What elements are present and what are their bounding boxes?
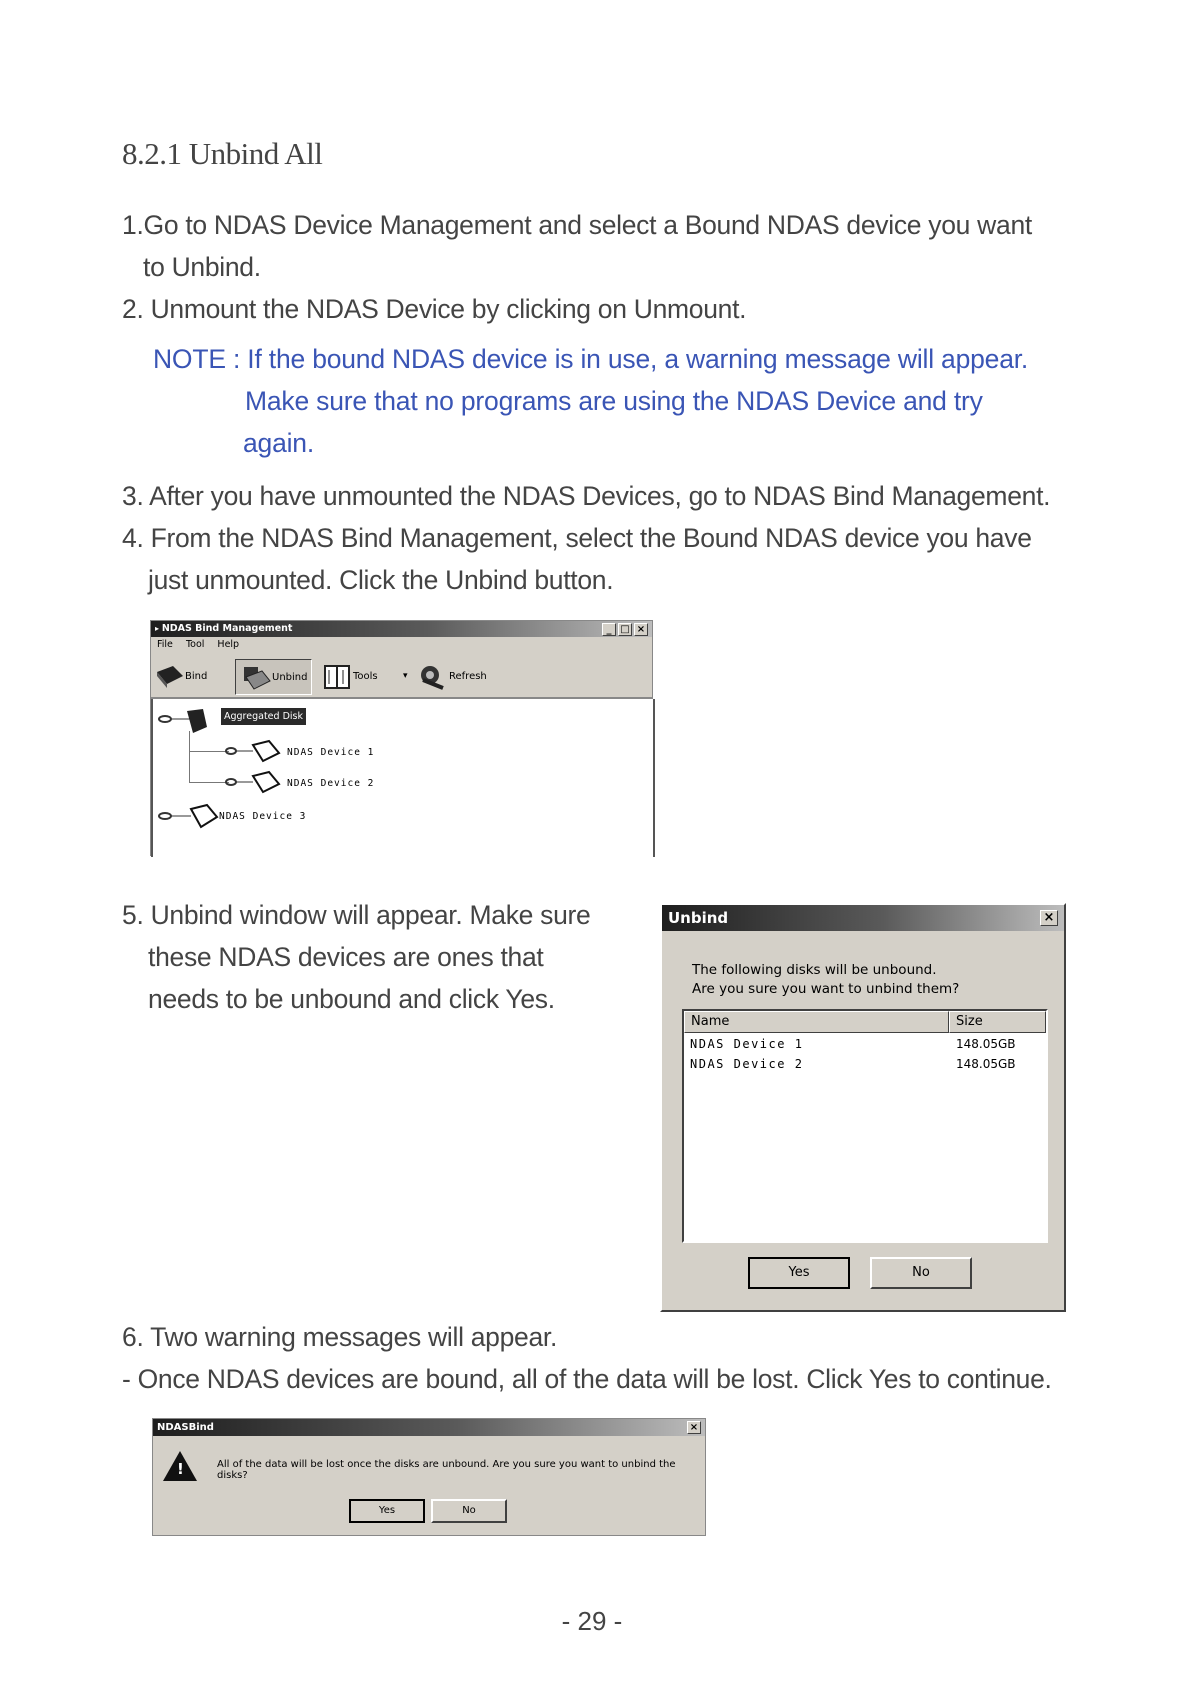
tools-tool-button[interactable] (323, 659, 378, 693)
chevron-down-icon: ▾ (403, 671, 408, 681)
table-row-size: 148.05GB (956, 1037, 1016, 1051)
app-icon: ▸ (155, 624, 162, 633)
tree-item-ndas-device-1[interactable]: NDAS Device 1 (287, 747, 375, 758)
menu-file[interactable]: File (157, 639, 173, 650)
window-title: NDAS Bind Management (161, 623, 293, 634)
disk-list[interactable] (682, 1009, 1048, 1243)
unbind-close-button[interactable]: × (1040, 910, 1058, 926)
tools-label: Tools (353, 670, 378, 682)
bind-label: Bind (185, 670, 208, 682)
link-disk-icon (225, 770, 285, 796)
step-4-line-2: just unmounted. Click the Unbind button. (148, 565, 614, 595)
page-number: - 29 - (561, 1606, 623, 1636)
bind-management-titlebar (151, 621, 652, 637)
warning-glyph: ! (177, 1460, 184, 1478)
unbind-tool-button[interactable] (235, 659, 312, 695)
step-1-line-1: 1.Go to NDAS Device Management and select a Bound NDAS device you want (122, 210, 1032, 240)
disk-icon (155, 662, 185, 690)
tree-connector (189, 731, 190, 783)
step-6: 6. Two warning messages will appear. (122, 1322, 558, 1352)
warning-icon (163, 1451, 197, 1481)
close-button[interactable]: × (634, 623, 648, 636)
table-row-size: 148.05GB (956, 1057, 1016, 1071)
ndasbind-message: All of the data will be lost once the disks are unbound. Are you sure you want to unbind the disks? (217, 1459, 676, 1481)
menu-tool[interactable]: Tool (185, 639, 205, 650)
step-1-line-2: to Unbind. (143, 252, 261, 282)
toolbar (151, 657, 652, 699)
column-header-size[interactable]: Size (949, 1011, 1046, 1033)
step-5-line-2: these NDAS devices are ones that (148, 942, 544, 972)
refresh-icon (415, 662, 449, 690)
tree-item-ndas-device-3[interactable]: NDAS Device 3 (219, 811, 307, 822)
unbind-label: Unbind (272, 671, 308, 683)
unbind-dialog (660, 903, 1066, 1312)
ndasbind-close-button[interactable]: × (687, 1421, 701, 1434)
step-6-sub: - Once NDAS devices are bound, all of the data will be lost. Click Yes to continue. (122, 1364, 1052, 1394)
section-heading: 8.2.1 Unbind All (122, 136, 323, 171)
tools-dropdown[interactable] (403, 659, 408, 693)
yes-button[interactable]: Yes (748, 1257, 850, 1289)
menu-help[interactable]: Help (217, 639, 240, 650)
link-disk-icon (157, 803, 221, 831)
column-header-name[interactable]: Name (684, 1011, 949, 1033)
tree-connector (189, 782, 229, 783)
unbind-titlebar: Unbind (662, 905, 1064, 931)
bind-tool-button[interactable] (155, 659, 207, 693)
menu-bar (157, 639, 249, 650)
minimize-button[interactable]: _ (602, 623, 616, 636)
maximize-button[interactable]: □ (618, 623, 632, 636)
table-row-name[interactable]: NDAS Device 1 (690, 1037, 804, 1051)
step-2: 2. Unmount the NDAS Device by clicking on Unmount. (122, 294, 747, 324)
note-line-3: again. (243, 428, 315, 458)
step-4-line-1: 4. From the NDAS Bind Management, select the Bound NDAS device you have (122, 523, 1032, 553)
refresh-tool-button[interactable] (415, 659, 487, 693)
refresh-label: Refresh (449, 670, 487, 682)
unbind-disk-icon (240, 663, 272, 691)
unbind-message-line-1: The following disks will be unbound. (692, 962, 937, 978)
tree-item-aggregated-disk[interactable]: Aggregated Disk (221, 708, 306, 725)
note-line-2: Make sure that no programs are using the NDAS Device and try (245, 386, 983, 416)
ndasbind-warning-dialog (152, 1418, 706, 1536)
ndasbind-no-button[interactable]: No (431, 1499, 507, 1523)
link-disk-icon (225, 739, 285, 765)
step-3: 3. After you have unmounted the NDAS Devices, go to NDAS Bind Management. (122, 481, 1051, 511)
book-icon (323, 662, 353, 690)
bind-tree-view[interactable] (151, 699, 655, 857)
ndasbind-titlebar: NDASBind (153, 1419, 705, 1436)
note-line-1: NOTE : If the bound NDAS device is in use, a warning message will appear. (153, 344, 1029, 374)
tree-item-ndas-device-2[interactable]: NDAS Device 2 (287, 778, 375, 789)
tree-connector (189, 751, 229, 752)
step-5-line-1: 5. Unbind window will appear. Make sure (122, 900, 591, 930)
unbind-message (692, 961, 959, 999)
step-5-line-3: needs to be unbound and click Yes. (148, 984, 555, 1014)
bind-management-window (150, 620, 653, 856)
table-row-name[interactable]: NDAS Device 2 (690, 1057, 804, 1071)
no-button[interactable]: No (870, 1257, 972, 1289)
ndasbind-yes-button[interactable]: Yes (349, 1499, 425, 1523)
unbind-message-line-2: Are you sure you want to unbind them? (692, 981, 960, 997)
